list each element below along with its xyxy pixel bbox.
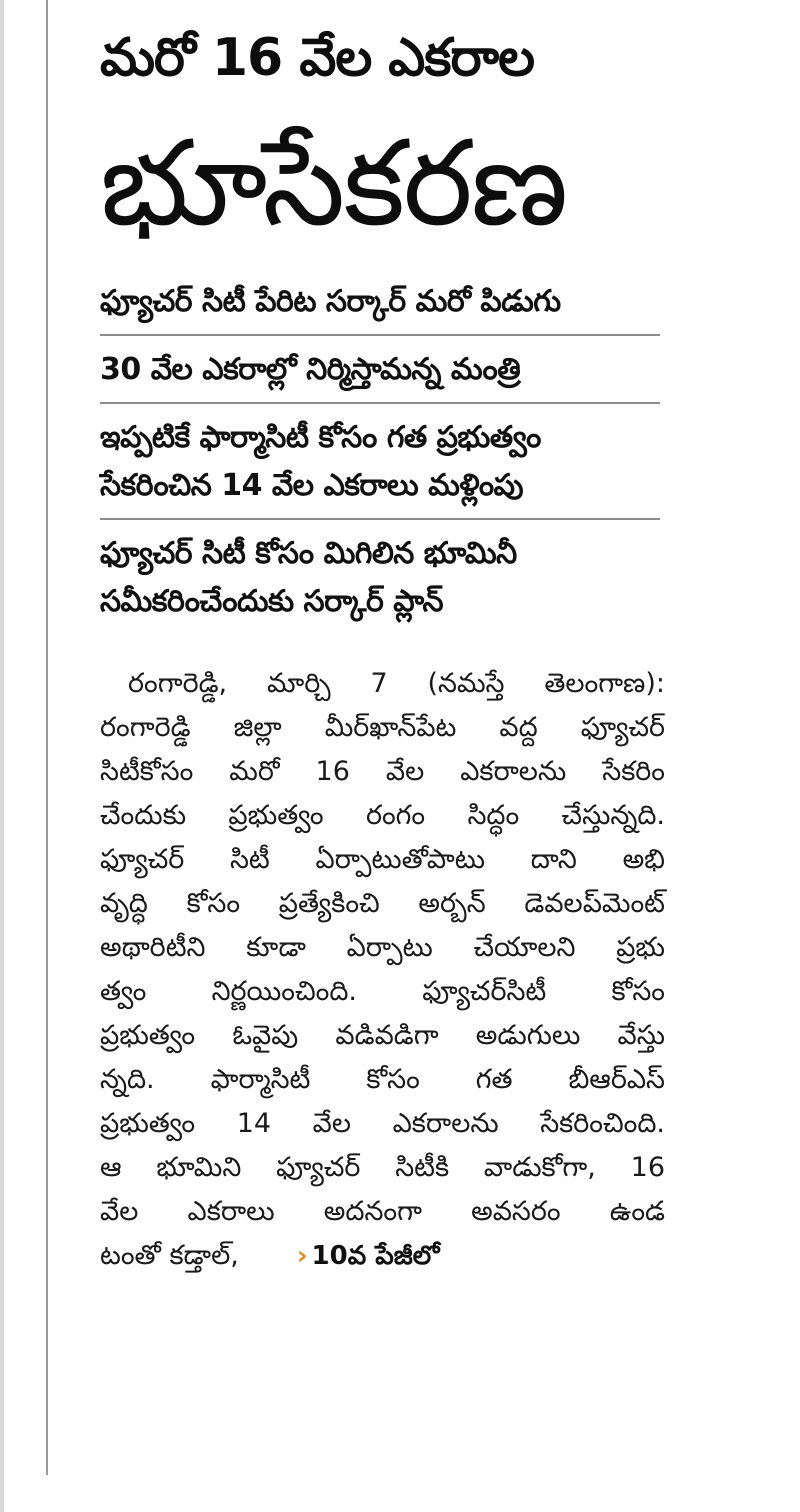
body-line: అథారిటీని కూడా ఏర్పాటు చేయాలని ప్రభు	[100, 932, 665, 963]
deck-block-4	[100, 530, 665, 626]
deck-text: సేకరించిన 14 వేల ఎకరాలు మళ్లింపు	[100, 468, 524, 503]
deck-text: ఇప్పటికే ఫార్మాసిటీ కోసం గత ప్రభుత్వం	[100, 420, 541, 455]
body-line: ఆ భూమిని ఫ్యూచర్ సిటీకి వాడుకోగా, 16	[100, 1152, 665, 1183]
body-last-line	[100, 1234, 665, 1278]
deck-line-2	[100, 346, 665, 402]
deck-block-3	[100, 414, 665, 518]
chevron-right-icon: ›	[296, 1241, 308, 1271]
body-line: ప్రభుత్వం 14 వేల ఎకరాలను సేకరించింది.	[100, 1108, 665, 1139]
dateline: రంగారెడ్డి, మార్చి 7 (నమస్తే తెలంగాణ):	[128, 668, 665, 699]
deck-text: 30 వేల ఎకరాల్లో నిర్మిస్తామన్న మంత్రి	[100, 352, 521, 387]
deck-text: ఫ్యూచర్ సిటీ కోసం మిగిలిన భూమినీ	[100, 536, 517, 571]
deck-divider	[100, 402, 660, 404]
deck-divider	[100, 334, 660, 336]
body-line: ప్రభుత్వం ఓవైపు వడివడిగా అడుగులు వేస్తు	[100, 1020, 665, 1051]
body-line: టంతో కడ్తాల్,	[100, 1240, 239, 1271]
body-line: వేల ఎకరాలు అదనంగా అవసరం ఉండ	[100, 1196, 665, 1227]
headline-main: భూసేకరణ	[100, 114, 567, 252]
continued-label: 10వ పేజీలో	[311, 1241, 440, 1271]
body-line: న్నది. ఫార్మాసిటీ కోసం గత బీఆర్‌ఎస్	[100, 1064, 665, 1095]
article-body	[100, 662, 665, 1278]
body-line: ఫ్యూచర్ సిటీ ఏర్పాటుతోపాటు దాని అభి	[100, 844, 665, 875]
news-article	[100, 18, 665, 1278]
column-divider	[46, 0, 48, 1475]
page-left-edge	[0, 0, 4, 1512]
deck-text: ఫ్యూచర్ సిటీ పేరిట సర్కార్ మరో పిడుగు	[100, 284, 561, 319]
body-line: సిటీకోసం మరో 16 వేల ఎకరాలను సేకరిం	[100, 756, 665, 787]
body-line: త్వం నిర్ణయించింది. ఫ్యూచర్‌సిటీ కోసం	[100, 976, 665, 1007]
deck-divider	[100, 518, 660, 520]
deck-line-1	[100, 278, 665, 334]
deck-text: సమీకరించేందుకు సర్కార్ ప్లాన్	[100, 584, 444, 619]
continued-jump	[297, 1234, 440, 1278]
body-line: వృద్ధి కోసం ప్రత్యేకించి అర్బన్ డెవలప్‌మెంట్	[100, 888, 665, 919]
body-line: రంగారెడ్డి జిల్లా మీర్‌ఖాన్‌పేట వద్ద ఫ్యూచర్	[100, 712, 665, 743]
headline-kicker: మరో 16 వేల ఎకరాల	[100, 28, 534, 88]
body-line: చేందుకు ప్రభుత్వం రంగం సిద్ధం చేస్తున్నది.	[100, 800, 665, 831]
